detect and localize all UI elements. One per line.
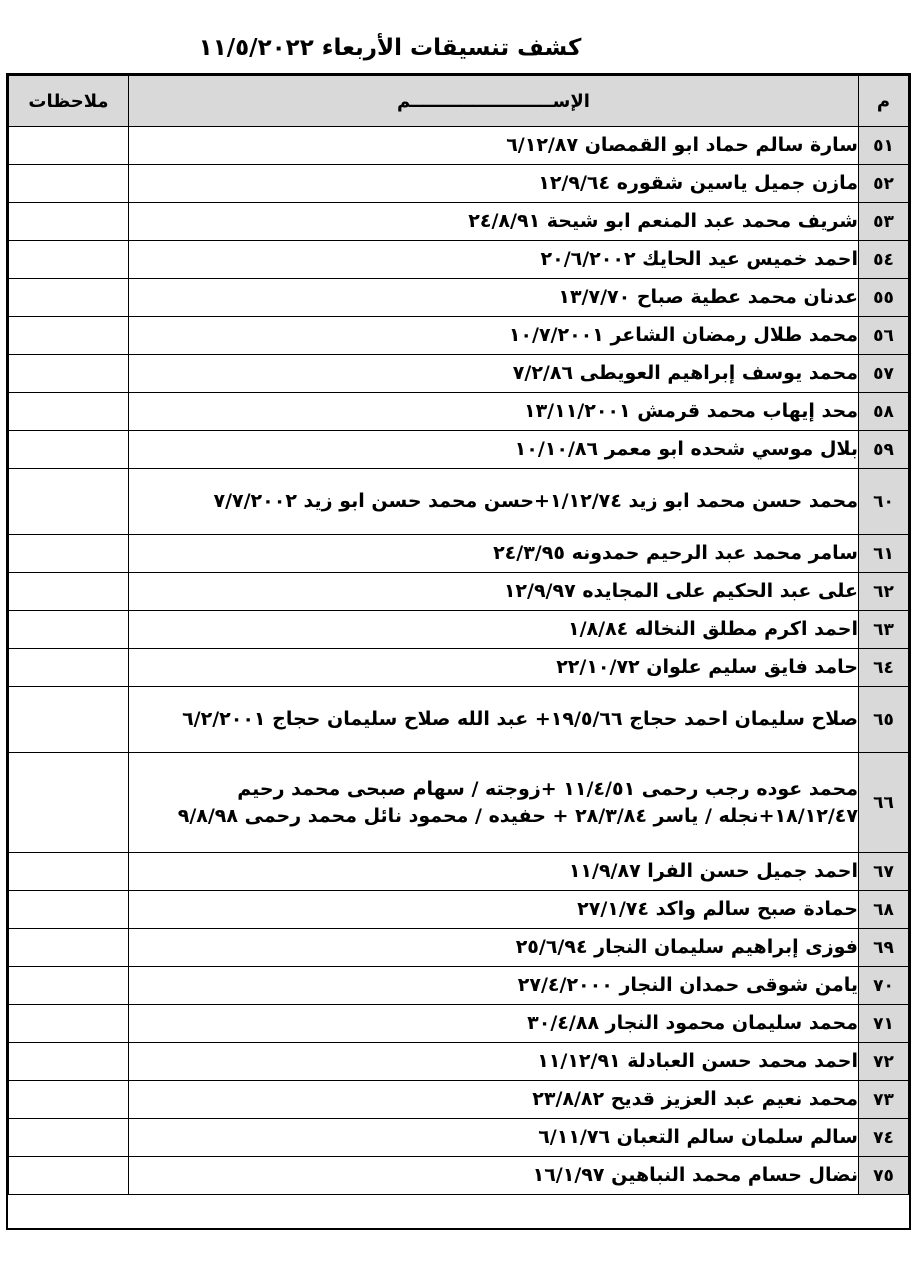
row-name: احمد محمد حسن العبادلة ١١/١٢/٩١ <box>129 1043 859 1081</box>
row-notes <box>9 165 129 203</box>
row-notes <box>9 1157 129 1195</box>
row-name: صلاح سليمان احمد حجاج ١٩/٥/٦٦+ عبد الله صلاح سليمان حجاج ٦/٢/٢٠٠١ <box>129 687 859 753</box>
table-row <box>9 317 909 355</box>
row-notes <box>9 393 129 431</box>
row-notes <box>9 573 129 611</box>
page-title: كشف تنسيقات الأربعاء ١١/٥/٢٠٢٢ <box>198 35 582 61</box>
row-notes <box>9 431 129 469</box>
row-notes <box>9 1081 129 1119</box>
row-notes <box>9 929 129 967</box>
row-notes <box>9 611 129 649</box>
row-number: ٥٧ <box>859 355 909 393</box>
row-name: شريف محمد عبد المنعم ابو شيحة ٢٤/٨/٩١ <box>129 203 859 241</box>
table-row <box>9 573 909 611</box>
row-number: ٧١ <box>859 1005 909 1043</box>
row-notes <box>9 203 129 241</box>
row-notes <box>9 469 129 535</box>
row-notes <box>9 649 129 687</box>
row-number: ٧٢ <box>859 1043 909 1081</box>
table-row <box>9 967 909 1005</box>
row-notes <box>9 355 129 393</box>
row-number: ٦٦ <box>859 753 909 853</box>
table-row <box>9 853 909 891</box>
row-number: ٦٣ <box>859 611 909 649</box>
row-notes <box>9 891 129 929</box>
row-name: محمد حسن محمد ابو زيد ١/١٢/٧٤+حسن محمد حسن ابو زيد ٧/٧/٢٠٠٢ <box>129 469 859 535</box>
row-name: محد إيهاب محمد قرمش ١٣/١١/٢٠٠١ <box>129 393 859 431</box>
row-number: ٦٤ <box>859 649 909 687</box>
row-notes <box>9 853 129 891</box>
row-name: بلال موسي شحده ابو معمر ١٠/١٠/٨٦ <box>129 431 859 469</box>
row-notes <box>9 127 129 165</box>
header-number: م <box>859 76 909 127</box>
row-number: ٦١ <box>859 535 909 573</box>
table-row <box>9 1157 909 1195</box>
table-row <box>9 431 909 469</box>
table-row <box>9 535 909 573</box>
table-row <box>9 753 909 853</box>
table-row <box>9 1081 909 1119</box>
row-name: سارة سالم حماد ابو القمصان ٦/١٢/٨٧ <box>129 127 859 165</box>
row-number: ٥٨ <box>859 393 909 431</box>
table-row <box>9 393 909 431</box>
table-row <box>9 1005 909 1043</box>
table-row <box>9 469 909 535</box>
row-name: حمادة صبح سالم واكد ٢٧/١/٧٤ <box>129 891 859 929</box>
row-name: يامن شوقى حمدان النجار ٢٧/٤/٢٠٠٠ <box>129 967 859 1005</box>
table-row <box>9 127 909 165</box>
table-row <box>9 929 909 967</box>
row-notes <box>9 1043 129 1081</box>
table-row <box>9 1043 909 1081</box>
row-name: محمد عوده رجب رحمى ١١/٤/٥١ +زوجته / سهام صبحى محمد رحيم ١٨/١٢/٤٧+نجله / ياسر ٢٨/٣/٨٤ + حفيده / محمود نائل محمد رحمى ٩/٨/٩٨ <box>129 753 859 853</box>
row-number: ٦٥ <box>859 687 909 753</box>
table-row <box>9 611 909 649</box>
table-row <box>9 687 909 753</box>
table-row <box>9 355 909 393</box>
row-name: محمد نعيم عبد العزيز قديح ٢٣/٨/٨٢ <box>129 1081 859 1119</box>
row-name: احمد خميس عيد الحايك ٢٠/٦/٢٠٠٢ <box>129 241 859 279</box>
row-name: محمد طلال رمضان الشاعر ١٠/٧/٢٠٠١ <box>129 317 859 355</box>
row-number: ٥٦ <box>859 317 909 355</box>
row-number: ٥٩ <box>859 431 909 469</box>
row-name: احمد اكرم مطلق النخاله ١/٨/٨٤ <box>129 611 859 649</box>
row-notes <box>9 1119 129 1157</box>
row-notes <box>9 753 129 853</box>
table-row <box>9 241 909 279</box>
row-notes <box>9 535 129 573</box>
table-row <box>9 1119 909 1157</box>
row-name: احمد جميل حسن الفرا ١١/٩/٨٧ <box>129 853 859 891</box>
table-row <box>9 165 909 203</box>
row-number: ٧٥ <box>859 1157 909 1195</box>
row-number: ٥٣ <box>859 203 909 241</box>
row-number: ٥٥ <box>859 279 909 317</box>
row-number: ٦٢ <box>859 573 909 611</box>
row-number: ٧٤ <box>859 1119 909 1157</box>
table-row <box>9 203 909 241</box>
names-table <box>8 75 909 1195</box>
row-name: عدنان محمد عطية صباح ١٣/٧/٧٠ <box>129 279 859 317</box>
row-name: مازن جميل ياسين شقوره ١٢/٩/٦٤ <box>129 165 859 203</box>
row-name: محمد يوسف إبراهيم العويطى ٧/٢/٨٦ <box>129 355 859 393</box>
row-number: ٦٠ <box>859 469 909 535</box>
row-name: سالم سلمان سالم التعبان ٦/١١/٧٦ <box>129 1119 859 1157</box>
row-name: نضال حسام محمد النباهين ١٦/١/٩٧ <box>129 1157 859 1195</box>
table-row <box>9 891 909 929</box>
row-notes <box>9 317 129 355</box>
row-name: على عبد الحكيم على المجايده ١٢/٩/٩٧ <box>129 573 859 611</box>
row-number: ٦٨ <box>859 891 909 929</box>
row-notes <box>9 687 129 753</box>
row-notes <box>9 241 129 279</box>
row-name: فوزى إبراهيم سليمان النجار ٢٥/٦/٩٤ <box>129 929 859 967</box>
row-number: ٧٠ <box>859 967 909 1005</box>
row-notes <box>9 279 129 317</box>
row-number: ٥٢ <box>859 165 909 203</box>
row-name: حامد فايق سليم علوان ٢٢/١٠/٧٢ <box>129 649 859 687</box>
row-number: ٧٣ <box>859 1081 909 1119</box>
table-header-row <box>9 76 909 127</box>
row-name: محمد سليمان محمود النجار ٣٠/٤/٨٨ <box>129 1005 859 1043</box>
row-number: ٥١ <box>859 127 909 165</box>
header-name: الإســـــــــــــــــــــــم <box>129 76 859 127</box>
table-row <box>9 279 909 317</box>
row-name: سامر محمد عبد الرحيم حمدونه ٢٤/٣/٩٥ <box>129 535 859 573</box>
row-number: ٥٤ <box>859 241 909 279</box>
row-notes <box>9 967 129 1005</box>
row-notes <box>9 1005 129 1043</box>
table-row <box>9 649 909 687</box>
row-number: ٦٩ <box>859 929 909 967</box>
header-notes: ملاحظات <box>9 76 129 127</box>
row-number: ٦٧ <box>859 853 909 891</box>
